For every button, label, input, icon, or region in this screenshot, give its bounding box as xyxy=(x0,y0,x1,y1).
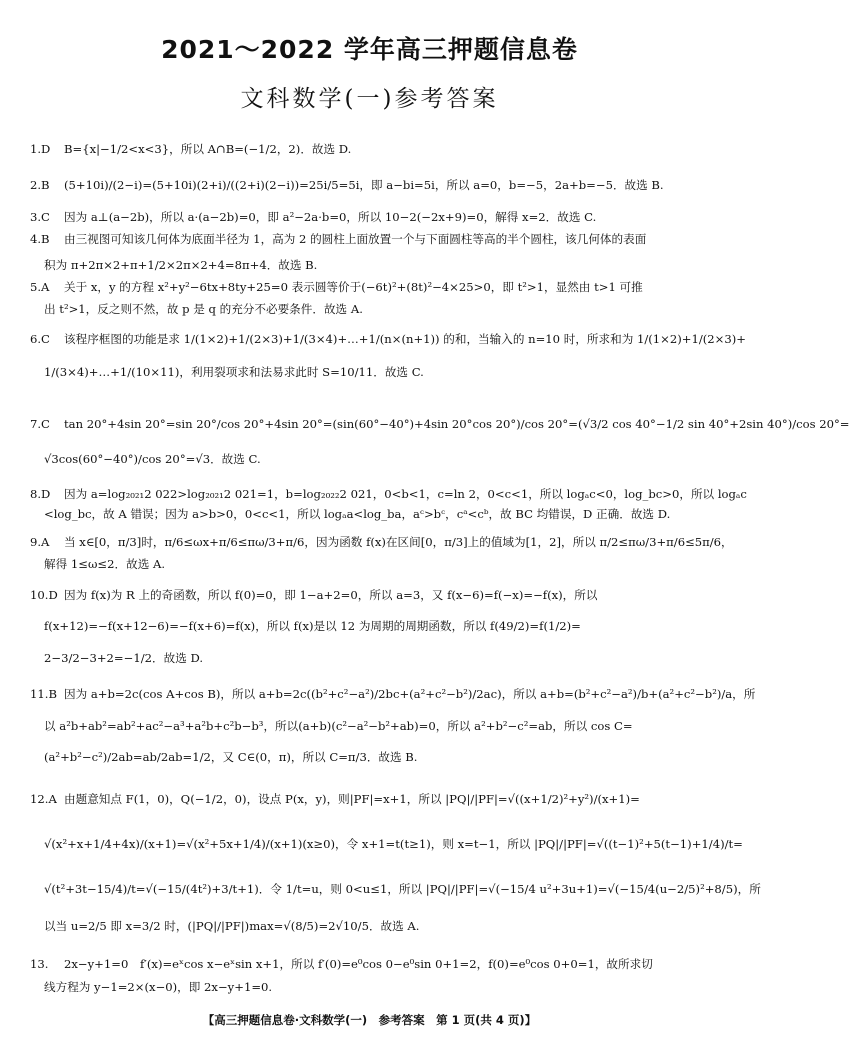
answer-item-5 xyxy=(30,280,716,317)
answer-item-12 xyxy=(30,792,761,934)
answer-text: 当 x∈[0，π/3]时，π/6≤ωx+π/6≤πω/3+π/6，因为函数 f(x)在区间[0，π/3]上的值域为[1，2]，所以 π/2≤πω/3+π/6≤5π/6， xyxy=(64,535,733,549)
answer-number: 12.A xyxy=(30,792,57,806)
answer-text: 2−3/2−3+2=−1/2．故选 D. xyxy=(44,651,204,665)
answer-number: 10.D xyxy=(30,588,58,602)
answer-text: √3cos(60°−40°)/cos 20°=√3．故选 C. xyxy=(44,452,261,466)
answer-item-2 xyxy=(30,178,716,193)
answer-item-1 xyxy=(30,142,716,157)
page-footer: 【高三押题信息卷·文科数学(一) 参考答案 第 1 页(共 4 页)】 xyxy=(202,1013,537,1027)
answer-number: 6.C xyxy=(30,332,50,346)
answer-item-11 xyxy=(30,687,756,765)
answer-item-4 xyxy=(30,232,716,273)
answer-item-3 xyxy=(30,210,716,225)
answer-number: 13. xyxy=(30,957,49,971)
answer-text: 积为 π+2π×2+π+1/2×2π×2+4=8π+4．故选 B. xyxy=(44,258,318,272)
answer-text: 线方程为 y−1=2×(x−0)，即 2x−y+1=0. xyxy=(44,980,273,994)
answer-text: 因为 f(x)为 R 上的奇函数，所以 f(0)=0，即 1−a+2=0，所以 a=3，又 f(x−6)=f(−x)=−f(x)，所以 xyxy=(64,588,598,602)
answer-text: 该程序框图的功能是求 1/(1×2)+1/(2×3)+1/(3×4)+…+1/(n×(n+1)) 的和，当输入的 n=10 时，所求和为 1/(1×2)+1/(2×3)+ xyxy=(64,332,746,346)
answer-number: 11.B xyxy=(30,687,57,701)
answer-text: 关于 x，y 的方程 x²+y²−6tx+8ty+25=0 表示圆等价于(−6t)²+(8t)²−4×25>0，即 t²>1，显然由 t>1 可推 xyxy=(64,280,643,294)
answer-text: tan 20°+4sin 20°=sin 20°/cos 20°+4sin 20°=(sin(60°−40°)+4sin 20°cos 20°)/cos 20°=(√3/2 cos 40°−1/2 sin 40°+2sin 40°)/cos 20°= xyxy=(64,417,850,431)
answer-number: 1.D xyxy=(30,142,51,156)
answer-text: 1/(3×4)+…+1/(10×11)，利用裂项求和法易求此时 S=10/11．故选 C. xyxy=(44,365,424,379)
answer-text: 因为 a=log₂₀₂₁2 022>log₂₀₂₁2 021=1，b=log₂₀₂₂2 021，0<b<1，c=ln 2，0<c<1，所以 logₐc<0，log_bc>0，所以 logₐc xyxy=(64,487,747,501)
answer-item-6 xyxy=(30,332,746,380)
answer-number: 7.C xyxy=(30,417,50,431)
answer-text: 以 a²b+ab²=ab²+ac²−a³+a²b+c²b−b³，所以(a+b)(c²−a²−b²+ab)=0，所以 a²+b²−c²=ab，所以 cos C= xyxy=(44,719,633,733)
answer-text: 因为 a+b=2c(cos A+cos B)，所以 a+b=2c((b²+c²−a²)/2bc+(a²+c²−b²)/2ac)，所以 a+b=(b²+c²−a²)/b+(a²+c²−b²)/a，所 xyxy=(64,687,756,701)
answer-number: 2.B xyxy=(30,178,50,192)
answer-item-10 xyxy=(30,588,716,666)
answer-text: 由三视图可知该几何体为底面半径为 1，高为 2 的圆柱上面放置一个与下面圆柱等高的半个圆柱，该几何体的表面 xyxy=(64,232,647,246)
answer-number: 8.D xyxy=(30,487,51,501)
answer-text: B={x|−1/2<x<3}，所以 A∩B=(−1/2，2)．故选 D. xyxy=(64,142,352,156)
answer-item-13 xyxy=(30,957,716,995)
answer-text: (5+10i)/(2−i)=(5+10i)(2+i)/((2+i)(2−i))=25i/5=5i，即 a−bi=5i，所以 a=0，b=−5，2a+b=−5．故选 B. xyxy=(64,178,664,192)
answer-text: 以当 u=2/5 即 x=3/2 时，(|PQ|/|PF|)max=√(8/5)=2√10/5．故选 A. xyxy=(44,919,420,933)
answer-item-8 xyxy=(30,487,747,522)
page-subtitle: 文科数学(一)参考答案 xyxy=(240,86,499,112)
answer-text: f(x+12)=−f(x+12−6)=−f(x+6)=f(x)，所以 f(x)是以 12 为周期的周期函数，所以 f(49/2)=f(1/2)= xyxy=(44,619,581,633)
answer-text: (a²+b²−c²)/2ab=ab/2ab=1/2，又 C∈(0，π)，所以 C=π/3．故选 B. xyxy=(44,750,418,764)
answer-number: 4.B xyxy=(30,232,50,246)
page-title: 2021～2022 学年高三押题信息卷 xyxy=(161,35,578,64)
answer-text: √(t²+3t−15/4)/t=√(−15/(4t²)+3/t+1)．令 1/t=u，则 0<u≤1，所以 |PQ|/|PF|=√(−15/4 u²+3u+1)=√(−15/4(u−2/5)²+8/5)，所 xyxy=(44,882,761,896)
answer-text: 由题意知点 F(1，0)，Q(−1/2，0)，设点 P(x，y)，则|PF|=x+1，所以 |PQ|/|PF|=√((x+1/2)²+y²)/(x+1)= xyxy=(64,792,640,806)
answer-number: 9.A xyxy=(30,535,50,549)
answer-item-9 xyxy=(30,535,733,572)
answer-text: √(x²+x+1/4+4x)/(x+1)=√(x²+5x+1/4)/(x+1)(x≥0)，令 x+1=t(t≥1)，则 x=t−1，所以 |PQ|/|PF|=√((t−1)²+5(t−1)+1/4)/t= xyxy=(44,837,743,851)
answer-text: <log_bc，故 A 错误；因为 a>b>0，0<c<1，所以 logₐa<log_ba，aᶜ>bᶜ，cᵃ<cᵇ，故 BC 均错误，D 正确．故选 D. xyxy=(44,507,671,521)
answer-text: 因为 a⊥(a−2b)，所以 a·(a−2b)=0，即 a²−2a·b=0，所以 10−2(−2x+9)=0，解得 x=2．故选 C. xyxy=(64,210,597,224)
answer-text: 出 t²>1，反之则不然，故 p 是 q 的充分不必要条件．故选 A. xyxy=(44,302,363,316)
answer-number: 3.C xyxy=(30,210,50,224)
answer-text: 2x−y+1=0 f′(x)=eˣcos x−eˣsin x+1，所以 f′(0)=e⁰cos 0−e⁰sin 0+1=2，f(0)=e⁰cos 0+0=1，故所求切 xyxy=(64,957,653,971)
answer-item-7 xyxy=(30,417,850,467)
answer-text: 解得 1≤ω≤2．故选 A. xyxy=(44,557,166,571)
answer-number: 5.A xyxy=(30,280,50,294)
